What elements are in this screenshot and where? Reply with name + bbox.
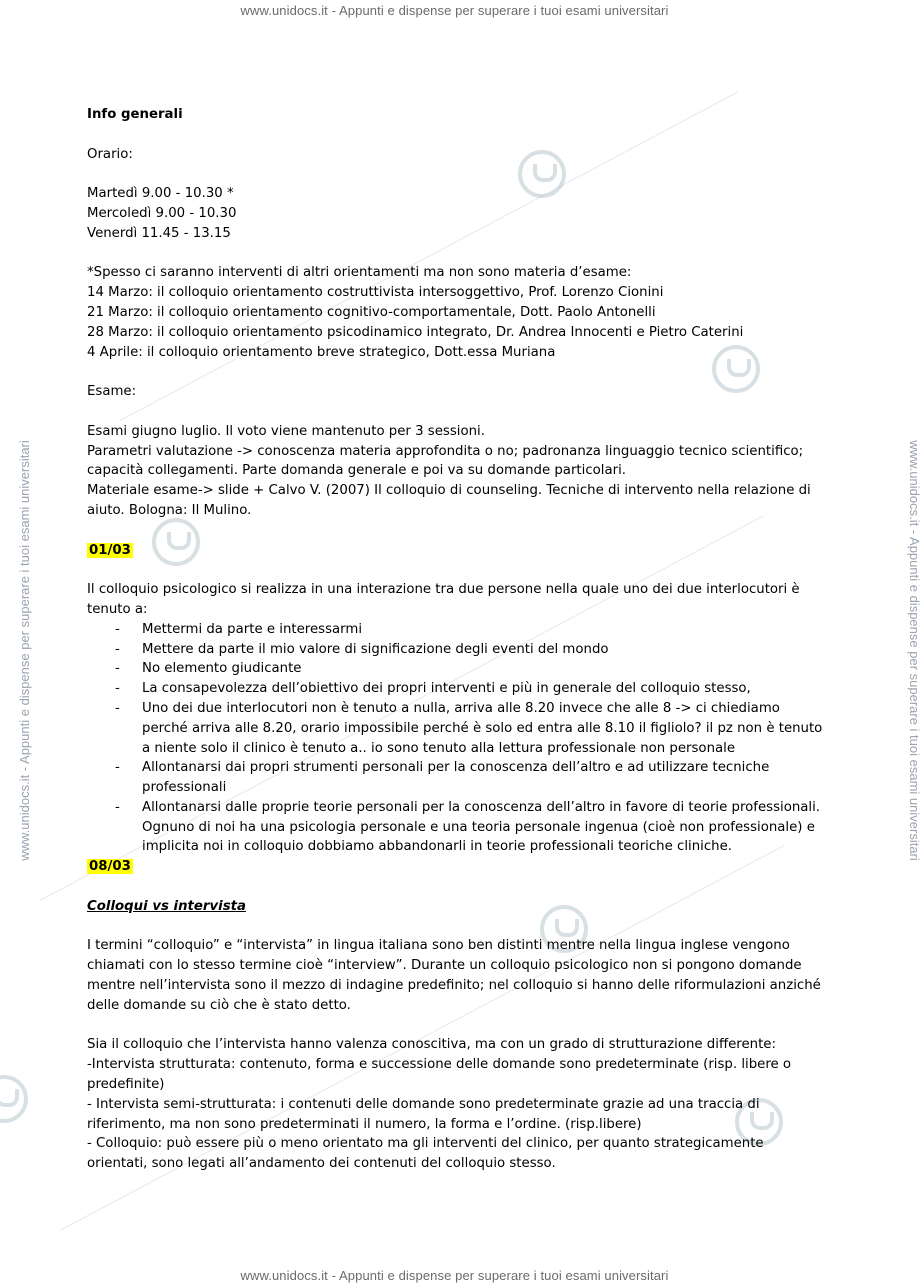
schedule-line: Martedì 9.00 - 10.30 * bbox=[87, 186, 234, 202]
watermark-left: www.unidocs.it - Appunti e dispense per superare i tuoi esami universitari bbox=[17, 440, 32, 861]
esame-label: Esame: bbox=[87, 384, 137, 400]
paragraph-line: - Intervista semi-strutturata: i contenuti delle domande sono predeterminate grazie ad una traccia di riferimento, ma non sono predeterminati il numero, la forma e l’ordine. (risp.libere) bbox=[87, 1096, 760, 1132]
interventions-note: *Spesso ci saranno interventi di altri orientamenti ma non sono materia d’esame: bbox=[87, 265, 632, 281]
section-date: 08/03 bbox=[89, 859, 131, 875]
watermark-bottom: www.unidocs.it - Appunti e dispense per superare i tuoi esami universitari bbox=[240, 1268, 669, 1283]
schedule-line: Venerdì 11.45 - 13.15 bbox=[87, 225, 231, 241]
list-item: - Mettermi da parte e interessarmi bbox=[87, 620, 827, 640]
section-title: Colloqui vs intervista bbox=[87, 898, 246, 914]
paragraph: I termini “colloquio” e “intervista” in lingua italiana sono ben distinti mentre nella lingua inglese vengono chiamati con lo stesso termine cioè “interview”. Durante un colloquio psicologico non si pongono domande mentre nell’intervista sono il mezzo di indagine predefinito; nel colloquio si hanno delle riformulazioni anziché delle domande su ciò che è stato detto. bbox=[87, 938, 821, 1013]
list-item: - Mettere da parte il mio valore di significazione degli eventi del mondo bbox=[87, 640, 827, 660]
esame-line: Parametri valutazione -> conoscenza materia approfondita o no; padronanza linguaggio tecnico scientifico; capacità collegamenti. Parte domanda generale e poi va su domande particolari. bbox=[87, 443, 804, 479]
paragraph-line: - Colloquio: può essere più o meno orientato ma gli interventi del clinico, per quanto strategicamente orientati, sono legati all’andamento dei contenuti del colloquio stesso. bbox=[87, 1136, 764, 1172]
list-item: - La consapevolezza dell’obiettivo dei propri interventi e più in generale del colloquio stesso, bbox=[87, 679, 827, 699]
schedule-line: Mercoledì 9.00 - 10.30 bbox=[87, 205, 237, 221]
dash-list bbox=[87, 620, 827, 858]
intervention-line: 28 Marzo: il colloquio orientamento psicodinamico integrato, Dr. Andrea Innocenti e Pietro Caterini bbox=[87, 324, 744, 340]
list-item: - Allontanarsi dai propri strumenti personali per la conoscenza dell’altro e ad utilizzare tecniche professionali bbox=[87, 758, 827, 798]
paragraph-line: -Intervista strutturata: contenuto, forma e successione delle domande sono predeterminate (risp. libere o predefinite) bbox=[87, 1057, 792, 1093]
paragraph-line: Sia il colloquio che l’intervista hanno valenza conoscitiva, ma con un grado di strutturazione differente: bbox=[87, 1037, 776, 1053]
esame-line: Esami giugno luglio. Il voto viene mantenuto per 3 sessioni. bbox=[87, 423, 485, 439]
esame-line: Materiale esame-> slide + Calvo V. (2007) Il colloquio di counseling. Tecniche di intervento nella relazione di aiuto. Bologna: Il Mulino. bbox=[87, 483, 811, 518]
intervention-line: 21 Marzo: il colloquio orientamento cognitivo-comportamentale, Dott. Paolo Antonelli bbox=[87, 304, 656, 320]
section-date: 01/03 bbox=[89, 542, 131, 558]
list-item: - No elemento giudicante bbox=[87, 659, 827, 679]
document-body bbox=[87, 105, 827, 1174]
info-heading: Info generali bbox=[87, 107, 183, 122]
list-item: - Allontanarsi dalle proprie teorie personali per la conoscenza dell’altro in favore di teorie professionali. Ognuno di noi ha una psicologia personale e una teoria personale ingenua (cioè non professionale) e implicita noi in colloquio dobbiamo abbandonarli in teorie professionali teoriche cliniche. bbox=[87, 798, 827, 857]
watermark-top: www.unidocs.it - Appunti e dispense per superare i tuoi esami universitari bbox=[240, 3, 669, 18]
section-intro: Il colloquio psicologico si realizza in una interazione tra due persone nella quale uno dei due interlocutori è tenuto a: bbox=[87, 582, 800, 617]
intervention-line: 14 Marzo: il colloquio orientamento costruttivista intersoggettivo, Prof. Lorenzo Cionini bbox=[87, 285, 664, 301]
list-item: - Uno dei due interlocutori non è tenuto a nulla, arriva alle 8.20 invece che alle 8 -> ci chiediamo perché arriva alle 8.20, orario impossibile perché è solo ed entra alle 8.10 il figliolo? il pz non è tenuto a niente solo il clinico è tenuto a.. io sono tenuto alla lettura professionale non personale bbox=[87, 699, 827, 758]
intervention-line: 4 Aprile: il colloquio orientamento breve strategico, Dott.essa Muriana bbox=[87, 344, 556, 360]
orario-label: Orario: bbox=[87, 146, 133, 162]
watermark-right: www.unidocs.it - Appunti e dispense per superare i tuoi esami universitari bbox=[907, 440, 922, 861]
